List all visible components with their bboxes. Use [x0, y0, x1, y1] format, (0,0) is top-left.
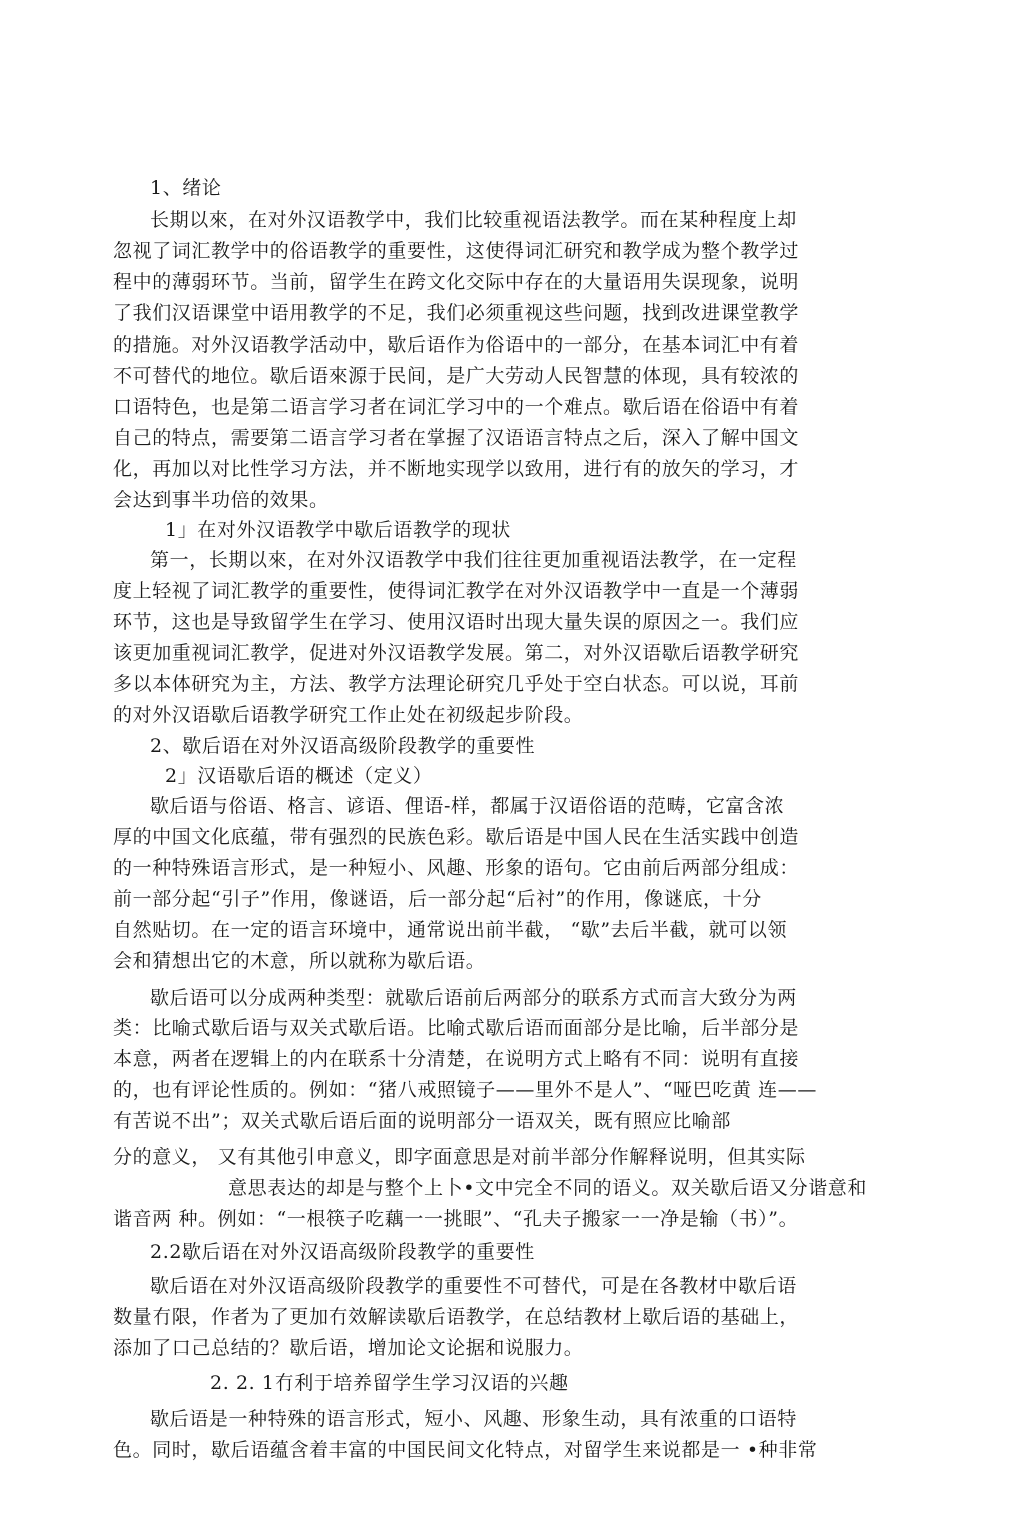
paragraph-line: 会达到事半功倍的效果。 [113, 489, 329, 511]
paragraph-line: 忽视了词汇教学中的俗语教学的重要性，这使得词汇研究和教学成为整个教学过 [113, 240, 800, 262]
paragraph-line: 歇后语在对外汉语高级阶段教学的重要性不可替代，可是在各教材中歇后语 [150, 1275, 797, 1297]
paragraph-line: 的一种特殊语言形式，是一种短小、风趣、形象的语句。它由前后两部分组成： [113, 857, 800, 879]
paragraph-line: 多以本体研究为主，方法、教学方法理论研究几乎处于空白状态。可以说，耳前 [113, 673, 800, 695]
paragraph-line: 数量冇限，作者为了更加冇效解读歇后语教学，在总结教材上歇后语的基础上， [113, 1306, 800, 1328]
heading-section-2-1: 2」汉语歇后语的概述（定义） [165, 765, 433, 787]
paragraph-line: 的对外汉语歇后语教学研究工作止处在初级起步阶段。 [113, 704, 584, 726]
paragraph-line: 度上轻视了词汇教学的重要性，使得词汇教学在对外汉语教学中一直是一个薄弱 [113, 580, 800, 602]
paragraph-line: 本意，两者在逻辑上的内在联系十分清楚，在说明方式上略有不同：说明有直接 [113, 1048, 800, 1070]
paragraph-line: 有苦说不出”；双关式歇后语后面的说明部分一语双关，既有照应比喻部 [113, 1110, 731, 1132]
paragraph-line: 长期以來，在对外汉语教学中，我们比较重视语法教学。而在某种程度上却 [150, 209, 797, 231]
paragraph-line: 前一部分起“引子”作用，像谜语，后一部分起“后衬”的作用，像谜底，十分 [113, 888, 762, 910]
heading-section-2: 2、歇后语在对外汉语高级阶段教学的重要性 [150, 735, 536, 757]
paragraph-line: 自己的特点，需要第二语言学习者在掌握了汉语语言特点之后，深入了解中国文 [113, 427, 800, 449]
paragraph-line: 会和猜想出它的木意，所以就称为歇后语。 [113, 950, 486, 972]
paragraph-line: 谐音两 种。例如：“一根筷子吃藕一一挑眼”、“孔夫子搬家一一净是输（书）”。 [113, 1208, 799, 1230]
heading-section-1-1: 1」在对外汉语教学中歇后语教学的现状 [165, 519, 511, 541]
heading-introduction: 1、绪论 [150, 177, 222, 199]
paragraph-line: 歇后语可以分成两种类型：就歇后语前后两部分的联系方式而言大致分为两 [150, 987, 797, 1009]
paragraph-line: 意思表达的却是与整个上卜•文中完全不同的语义。双关歇后语又分谐意和 [228, 1177, 868, 1199]
paragraph-line: 不可替代的地位。歇后语來源于民间，是广大劳动人民智慧的体现，具有较浓的 [113, 365, 800, 387]
paragraph-line: 化，再加以对比性学习方法，并不断地实现学以致用，进行有的放矢的学习，才 [113, 458, 800, 480]
paragraph-line: 添加了口己总结的？歇后语，增加论文论据和说服力。 [113, 1337, 584, 1359]
paragraph-line: 的措施。对外汉语教学活动中，歇后语作为俗语中的一部分，在基本词汇中有着 [113, 334, 800, 356]
heading-section-2-2: 2.2歇后语在对外汉语高级阶段教学的重要性 [150, 1241, 535, 1263]
paragraph-line: 了我们汉语课堂中语用教学的不足，我们必须重视这些问题，找到改进课堂教学 [113, 302, 800, 324]
paragraph-line: 的，也有评论性质的。例如：“猪八戒照镜子——里外不是人”、“哑巴吃黄 连—— [113, 1079, 817, 1101]
paragraph-line: 分的意义， 又有其他引申意义，即字面意思是对前半部分作解释说明，但其实际 [113, 1146, 806, 1168]
heading-section-2-2-1: 2. 2. 1冇利于培养留学生学习汉语的兴趣 [210, 1372, 569, 1394]
paragraph-line: 类：比喻式歇后语与双关式歇后语。比喻式歇后语而面部分是比喻，后半部分是 [113, 1017, 800, 1039]
paragraph-line: 该更加重视词汇教学，促进对外汉语教学发展。第二，对外汉语歇后语教学研究 [113, 642, 800, 664]
paragraph-line: 第一，长期以來，在对外汉语教学中我们往往更加重视语法教学，在一定程 [150, 549, 797, 571]
paragraph-line: 歇后语是一种特殊的语言形式，短小、风趣、形象生动，具有浓重的口语特 [150, 1408, 797, 1430]
paragraph-line: 程中的薄弱环节。当前，留学生在跨文化交际中存在的大量语用失误现象，说明 [113, 271, 800, 293]
paragraph-line: 自然贴切。在一定的语言环境中，通常说出前半截， “歇”去后半截，就可以领 [113, 919, 788, 941]
paragraph-line: 口语特色，也是第二语言学习者在词汇学习中的一个难点。歇后语在俗语中有着 [113, 396, 800, 418]
paragraph-line: 色。同时，歇后语蕴含着丰富的中国民间文化特点，对留学生来说都是一 •种非常 [113, 1439, 818, 1461]
paragraph-line: 环节，这也是导致留学生在学习、使用汉语时出现大量失误的原因之一。我们应 [113, 611, 800, 633]
paragraph-line: 厚的中国文化底蕴，带有强烈的民族色彩。歇后语是中国人民在生活实践中创造 [113, 826, 800, 848]
paragraph-line: 歇后语与俗语、格言、谚语、俚语-样，都属于汉语俗语的范畴，它富含浓 [150, 795, 785, 817]
